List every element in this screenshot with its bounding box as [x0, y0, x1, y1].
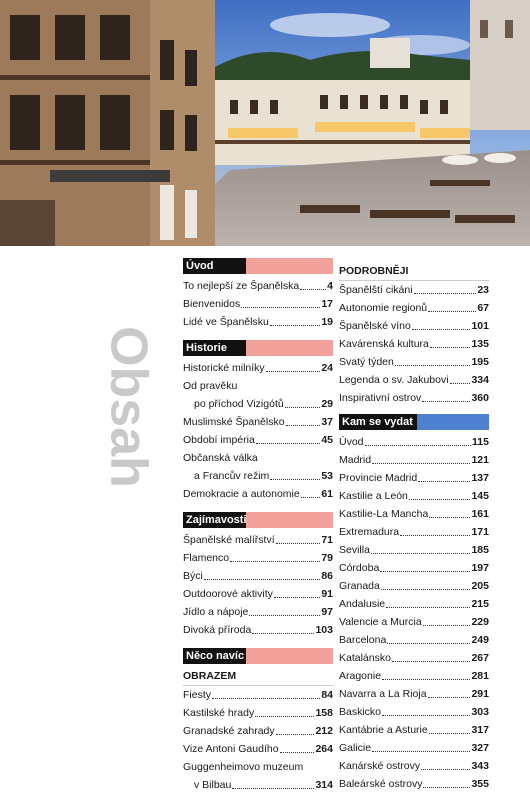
entry-title: Inspirativní ostrov [339, 392, 422, 404]
leader-dots [400, 534, 470, 536]
toc-entry[interactable] [339, 487, 489, 505]
toc-entry[interactable] [339, 559, 489, 577]
leader-dots [423, 624, 471, 626]
entry-title: Navarra a La Rioja [339, 688, 427, 700]
subsection-obrazem: OBRAZEM [183, 667, 333, 686]
entry-title: Madrid [339, 454, 372, 466]
entry-page: 45 [321, 434, 333, 446]
toc-entry[interactable] [183, 567, 333, 585]
entry-page: 355 [471, 778, 489, 790]
entry-title: Vize Antoni Gaudího [183, 743, 279, 755]
entry-title: Córdoba [339, 562, 380, 574]
section-header-historie [183, 340, 333, 356]
toc-entry[interactable] [339, 541, 489, 559]
entry-page: 360 [471, 392, 489, 404]
entry-title: Valencie a Murcia [339, 616, 422, 628]
entry-title: Divoká příroda [183, 624, 252, 636]
section-title: Úvod [186, 260, 214, 272]
entry-page: 343 [471, 760, 489, 772]
leader-dots [372, 750, 470, 752]
entry-title: Katalánsko [339, 652, 391, 664]
leader-dots [450, 382, 471, 384]
toc-entry[interactable] [339, 335, 489, 353]
entry-page: 197 [471, 562, 489, 574]
entry-page: 97 [321, 606, 333, 618]
toc-left-column [183, 258, 333, 794]
toc-entry[interactable] [183, 686, 333, 704]
leader-dots [256, 442, 321, 444]
leader-dots [412, 328, 471, 330]
toc-entry[interactable] [183, 395, 333, 413]
leader-dots [266, 370, 321, 372]
entry-page: 29 [321, 398, 333, 410]
leader-dots [232, 787, 314, 789]
entry-page: 23 [477, 284, 489, 296]
entry-page: 79 [321, 552, 333, 564]
section-title: Něco navíc [186, 650, 245, 662]
subsection-podrobneji: PODROBNĚJI [339, 262, 489, 281]
entry-title: Úvod [339, 436, 364, 448]
entry-page: 281 [471, 670, 489, 682]
entry-page: 24 [321, 362, 333, 374]
entry-page: 317 [471, 724, 489, 736]
entry-title: Baleárské ostrovy [339, 778, 423, 790]
cover-photo-town-square [0, 0, 530, 246]
toc-entry[interactable] [183, 585, 333, 603]
toc-entry[interactable] [183, 431, 333, 449]
entry-page: 314 [315, 779, 333, 791]
entry-title: Historické milníky [183, 362, 265, 374]
toc-entry[interactable] [339, 721, 489, 739]
entry-title: Andalusie [339, 598, 386, 610]
toc-entry[interactable] [183, 277, 333, 295]
entry-page: 4 [327, 280, 333, 292]
toc-entry[interactable] [339, 703, 489, 721]
entry-title: Kastilské hrady [183, 707, 255, 719]
entry-title: Legenda o sv. Jakubovi [339, 374, 449, 386]
section-title: Kam se vydat [342, 416, 413, 428]
entry-page: 19 [321, 316, 333, 328]
toc-entry[interactable] [183, 413, 333, 431]
leader-dots [421, 768, 470, 770]
entry-title: a Francův režim [194, 470, 270, 482]
entry-title: v Bilbau [194, 779, 232, 791]
entry-title: Kastilie-La Mancha [339, 508, 429, 520]
entry-page: 37 [321, 416, 333, 428]
toc-entry[interactable] [183, 740, 333, 758]
section-title: Zajímavosti [186, 514, 247, 526]
toc-entry[interactable] [183, 485, 333, 503]
leader-dots [212, 697, 320, 699]
entry-page: 303 [471, 706, 489, 718]
leader-dots [286, 424, 321, 426]
entry-title: Svatý týden [339, 356, 394, 368]
entry-page: 161 [471, 508, 489, 520]
entry-page: 121 [471, 454, 489, 466]
entry-page: 171 [471, 526, 489, 538]
leader-dots [301, 496, 321, 498]
entry-title: Španělští cikáni [339, 284, 413, 296]
toc-entry[interactable] [183, 621, 333, 639]
toc-entry[interactable] [183, 313, 333, 331]
section-header-zajimavosti [183, 512, 333, 528]
leader-dots [274, 596, 320, 598]
entry-page: 61 [321, 488, 333, 500]
leader-dots [386, 606, 470, 608]
leader-dots [381, 588, 471, 590]
leader-dots [428, 310, 476, 312]
leader-dots [270, 324, 321, 326]
toc-entry[interactable] [183, 295, 333, 313]
entry-title: po příchod Vizigótů [194, 398, 284, 410]
toc-entry[interactable] [183, 467, 333, 485]
entry-title: Baskicko [339, 706, 382, 718]
leader-dots [382, 714, 470, 716]
toc-entry[interactable] [339, 775, 489, 793]
leader-dots [430, 346, 471, 348]
leader-dots [249, 614, 320, 616]
leader-dots [204, 578, 320, 580]
toc-entry[interactable] [339, 613, 489, 631]
toc-entry[interactable] [183, 531, 333, 549]
entry-page: 84 [321, 689, 333, 701]
toc-entry[interactable] [183, 722, 333, 740]
entry-title: Kantábrie a Asturie [339, 724, 428, 736]
toc-entry[interactable] [183, 549, 333, 567]
leader-dots [428, 696, 471, 698]
entry-page: 327 [471, 742, 489, 754]
leader-dots [255, 715, 314, 717]
toc-entry[interactable] [339, 667, 489, 685]
leader-dots [395, 364, 471, 366]
leader-dots [372, 462, 470, 464]
leader-dots [380, 570, 470, 572]
toc-entry[interactable] [339, 317, 489, 335]
entry-page: 17 [321, 298, 333, 310]
toc-entry[interactable] [183, 359, 333, 377]
section-title: Historie [186, 342, 227, 354]
entry-title: Španělské malířství [183, 534, 275, 546]
toc-entry[interactable] [183, 704, 333, 722]
entry-page: 229 [471, 616, 489, 628]
entry-title: Lidé ve Španělsku [183, 316, 269, 328]
entry-page: 115 [472, 436, 489, 448]
toc-entry[interactable] [183, 603, 333, 621]
toc-entry[interactable] [339, 523, 489, 541]
leader-dots [371, 552, 471, 554]
entry-page: 137 [471, 472, 489, 484]
entry-title: Sevilla [339, 544, 370, 556]
side-title-text: Obsah [99, 326, 158, 488]
toc-entry[interactable] [339, 451, 489, 469]
entry-title: Outdoorové aktivity [183, 588, 273, 600]
kam-se-vydat-list [339, 433, 489, 793]
entry-title: Kanárské ostrovy [339, 760, 421, 772]
entry-page: 334 [471, 374, 489, 386]
entry-title: Galicie [339, 742, 372, 754]
entry-title: Granada [339, 580, 380, 592]
entry-title: Jídlo a nápoje [183, 606, 249, 618]
entry-page: 103 [315, 624, 333, 636]
toc-entry[interactable] [339, 631, 489, 649]
entry-title: Granadské zahrady [183, 725, 275, 737]
leader-dots [230, 560, 320, 562]
toc-entry-line1[interactable]: Občanská válka [183, 452, 258, 464]
toc-right-column [339, 258, 489, 793]
entry-title: Demokracie a autonomie [183, 488, 300, 500]
toc-entry[interactable] [339, 505, 489, 523]
leader-dots [280, 751, 315, 753]
entry-title: Muslimské Španělsko [183, 416, 285, 428]
leader-dots [429, 732, 471, 734]
leader-dots [418, 480, 470, 482]
toc-entry[interactable] [339, 299, 489, 317]
entry-title: Období impéria [183, 434, 255, 446]
leader-dots [365, 444, 472, 446]
entry-page: 205 [471, 580, 489, 592]
toc-entry[interactable] [339, 281, 489, 299]
leader-dots [382, 678, 470, 680]
section-header-uvod [183, 258, 333, 274]
leader-dots [392, 660, 471, 662]
leader-dots [276, 733, 315, 735]
entry-title: Bienvenidos [183, 298, 241, 310]
entry-page: 71 [321, 534, 333, 546]
entry-page: 67 [477, 302, 489, 314]
leader-dots [422, 400, 470, 402]
entry-title: Aragonie [339, 670, 382, 682]
toc-entry-line1[interactable]: Od pravěku [183, 380, 238, 392]
toc-entry[interactable] [339, 757, 489, 775]
entry-title: Autonomie regionů [339, 302, 428, 314]
leader-dots [270, 478, 320, 480]
contents-side-title [70, 262, 158, 488]
toc-entry[interactable] [339, 353, 489, 371]
entry-title: Kastilie a León [339, 490, 408, 502]
entry-title: Barcelona [339, 634, 387, 646]
entry-page: 212 [315, 725, 333, 737]
entry-page: 215 [471, 598, 489, 610]
entry-title: Fiesty [183, 689, 212, 701]
toc-entry[interactable] [339, 371, 489, 389]
entry-title: Kavárenská kultura [339, 338, 429, 350]
entry-page: 53 [321, 470, 333, 482]
entry-title: Býci [183, 570, 203, 582]
toc-entry-line1[interactable]: Guggenheimovo muzeum [183, 761, 304, 773]
entry-page: 135 [471, 338, 489, 350]
toc-entry[interactable] [339, 649, 489, 667]
entry-page: 86 [321, 570, 333, 582]
entry-page: 101 [471, 320, 489, 332]
entry-page: 185 [471, 544, 489, 556]
leader-dots [300, 288, 326, 290]
entry-page: 291 [471, 688, 489, 700]
leader-dots [252, 632, 314, 634]
entry-page: 195 [471, 356, 489, 368]
entry-title: Extremadura [339, 526, 400, 538]
leader-dots [409, 498, 471, 500]
entry-page: 264 [315, 743, 333, 755]
leader-dots [276, 542, 321, 544]
entry-page: 145 [471, 490, 489, 502]
section-header-neco-navic [183, 648, 333, 664]
toc-entry[interactable] [339, 739, 489, 757]
entry-page: 267 [471, 652, 489, 664]
toc-entry[interactable] [339, 577, 489, 595]
toc-entry[interactable] [339, 685, 489, 703]
leader-dots [429, 516, 470, 518]
toc-entry[interactable] [339, 433, 489, 451]
entry-page: 158 [315, 707, 333, 719]
leader-dots [423, 786, 470, 788]
toc-entry[interactable] [339, 595, 489, 613]
entry-title: To nejlepší ze Španělska [183, 280, 300, 292]
section-header-kam-se-vydat [339, 414, 489, 430]
toc-entry[interactable] [339, 389, 489, 407]
leader-dots [414, 292, 477, 294]
entry-page: 91 [321, 588, 333, 600]
entry-title: Flamenco [183, 552, 230, 564]
leader-dots [285, 406, 321, 408]
entry-title: Provincie Madrid [339, 472, 418, 484]
toc-entry[interactable] [339, 469, 489, 487]
leader-dots [241, 306, 320, 308]
entry-title: Španělské víno [339, 320, 411, 332]
entry-page: 249 [471, 634, 489, 646]
toc-entry[interactable] [183, 776, 333, 794]
leader-dots [387, 642, 470, 644]
